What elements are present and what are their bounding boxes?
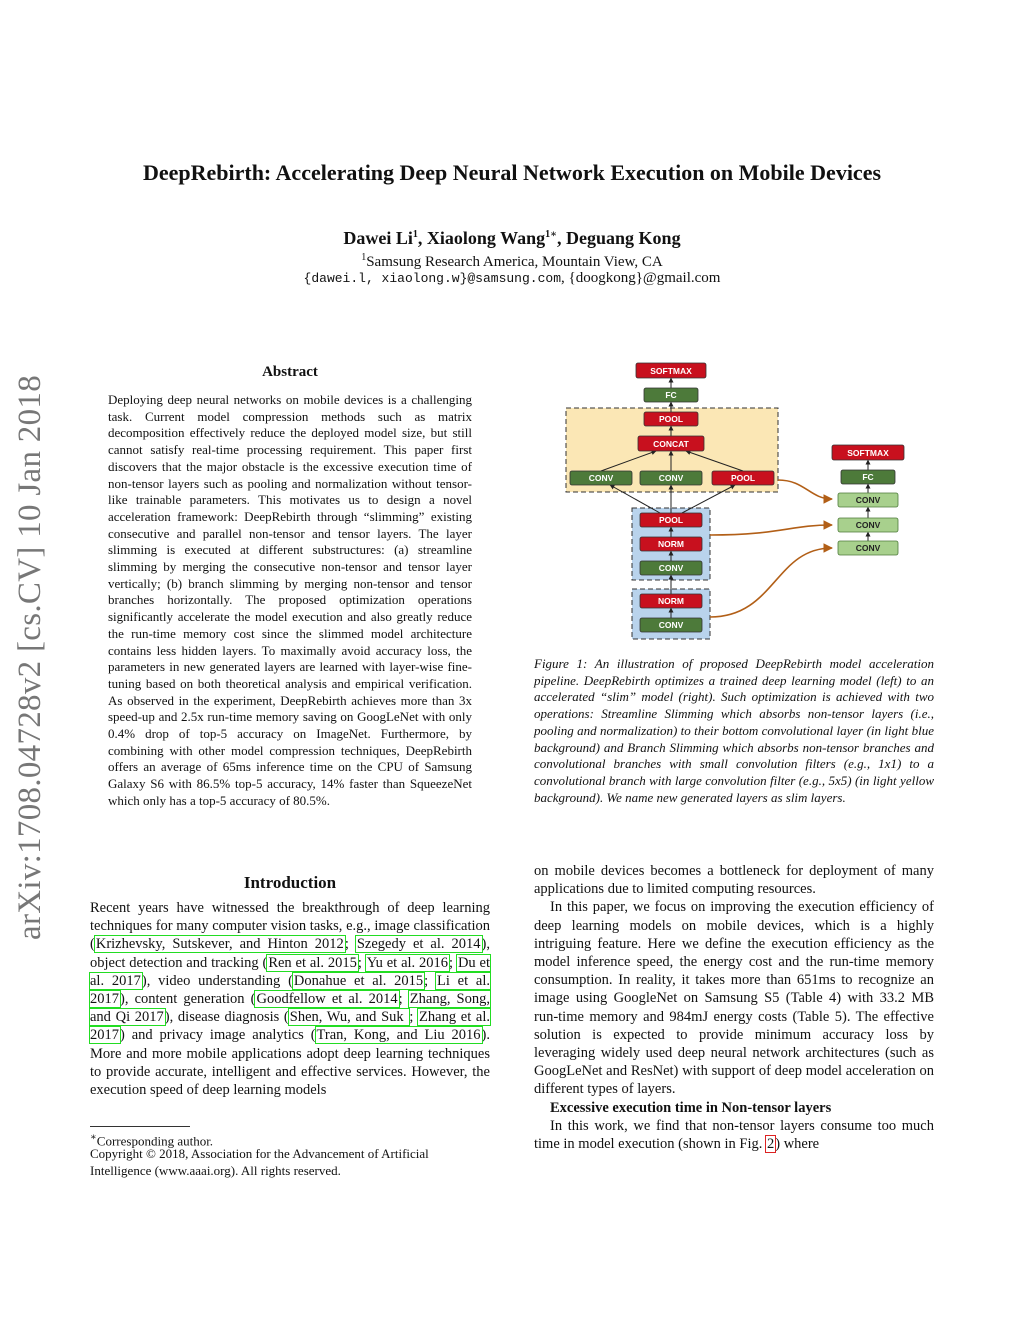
footnote-rule: [90, 1126, 190, 1127]
intro-text: ). More and more mobile applications adopt deep learning techniques to provide accurate, intelligent and effective services. However, the execution speed of deep learning models: [90, 1027, 490, 1099]
layer-label: SOFTMAX: [847, 448, 889, 458]
layer-label: CONV: [855, 495, 881, 505]
intro-text: ), video understanding (: [141, 972, 293, 989]
layer-label: CONV: [855, 520, 881, 530]
figure-reference-link[interactable]: 2: [766, 1136, 775, 1153]
paragraph-text: ) where: [775, 1136, 820, 1153]
layer-label: POOL: [658, 414, 684, 424]
footnote-marker: ∗: [90, 1132, 97, 1143]
author-name: , Deguang Kong: [557, 228, 681, 248]
email-mono: {dawei.l, xiaolong.w}@samsung.com: [303, 271, 561, 286]
affil-marker: 1∗: [545, 229, 558, 240]
citation-link[interactable]: Li et al. 2017: [90, 972, 491, 1008]
affil-marker: 1: [412, 229, 418, 240]
abstract-body: Deploying deep neural networks on mobile devices is a challenging task. Current model compression methods such as matrix decomposition effectively reduce the deployed model size, but still cannot satisfy real-time processing requirement. This paper first discovers that the major obstacle is the excessive execution time of non-tensor layers such as pooling and normalization without tensor-like trainable parameters. This motivates us to design a novel acceleration framework: DeepRebirth through “slimming” existing consecutive and parallel non-tensor and tensor layers. The layer slimming is executed at different substructures: (a) streamline slimming by merging the consecutive non-tensor and tensor layer vertically; (b) branch slimming by merging non-tensor and tensor branches horizontally. The proposed optimization operations significantly accelerate the model execution and also greatly reduce the run-time memory cost since the slimmed model architecture contains less hidden layers. To maximally avoid accuracy loss, the parameters in new generated layers are learned with layer-wise fine-tuning based on both theoretical analysis and empirical verification. As observed in the experiment, DeepRebirth achieves more than 3x speed-up and 2.5x run-time memory saving on GoogLeNet with only 0.4% drop of top-5 accuracy on ImageNet. Furthermore, by combining with other model compression techniques, DeepRebirth offers an average of 65ms inference time on the CPU of Samsung Galaxy S6 with 86.5% top-5 accuracy, 14% faster than SqueezeNet which only has a top-5 accuracy of 80.5%.: [108, 392, 472, 808]
author-name: Dawei Li: [343, 228, 413, 248]
arxiv-identifier: arXiv:1708.04728v2 [cs.CV] 10 Jan 2018: [12, 374, 48, 940]
intro-text: ;: [357, 954, 366, 971]
author-emails: [90, 270, 934, 287]
author-name: , Xiaolong Wang: [417, 228, 546, 248]
section-subheading: Excessive execution time in Non-tensor layers: [550, 1099, 832, 1116]
author-list: [90, 228, 934, 249]
intro-text: ), content generation (: [120, 991, 256, 1008]
footnote-text: Corresponding author.: [96, 1133, 214, 1149]
introduction-heading: Introduction: [243, 873, 337, 892]
introduction-body: [90, 899, 490, 1099]
intro-text: ), disease diagnosis (: [164, 1009, 289, 1026]
citation-link[interactable]: Zhang et al. 2017: [90, 1009, 491, 1044]
figure-1-diagram: [560, 355, 910, 645]
paragraph: on mobile devices becomes a bottleneck for deployment of many applications due to limited computing resources.: [534, 863, 934, 898]
citation-link[interactable]: Donahue et al. 2015: [293, 972, 424, 989]
citation-link[interactable]: Du et al. 2017: [90, 954, 491, 989]
layer-label: SOFTMAX: [650, 366, 692, 376]
mapping-arrow-branch: [778, 480, 832, 499]
intro-text: ;: [449, 954, 457, 971]
citation-link[interactable]: Krizhevsky, Sutskever, and Hinton 2012: [95, 936, 344, 953]
layer-label: CONV: [658, 620, 684, 630]
citation-link[interactable]: Zhang, Song, and Qi 2017: [90, 991, 490, 1026]
layer-label: NORM: [658, 596, 684, 606]
layer-label: FC: [862, 472, 874, 482]
affiliation-text: Samsung Research America, Mountain View, CA: [366, 254, 663, 270]
layer-label: NORM: [658, 539, 684, 549]
layer-label: POOL: [658, 515, 684, 525]
paper-title: DeepRebirth: Accelerating Deep Neural Network Execution on Mobile Devices: [142, 160, 882, 185]
email-rest: , {doogkong}@gmail.com: [561, 270, 721, 286]
citation-link[interactable]: Tran, Kong, and Liu 2016: [316, 1027, 481, 1044]
paragraph: In this paper, we focus on improving the execution efficiency of deep learning models on mobile devices, which is a highly intriguing feature. Here we define the execution efficiency as the model inference speed, the energy cost and the run-time memory consumption. In reality, it takes more than 651ms to recognize an image using GoogleNet on Samsung S5 (Table 4) with 33.2 MB run-time memory and 984mJ energy costs (Table 5). The effective solution is expected to provide minimum accuracy loss by leveraging widely used deep neural network architectures (such as GoogLeNet and ResNet) with support of deep model acceleration on different types of layers.: [534, 899, 934, 1098]
figure-1-caption: Figure 1: An illustration of proposed DeepRebirth model acceleration pipeline. DeepRebirth optimizes a trained deep learning model (left) to an accelerated “slim” model (right). Such optimization is achieved with two operations: Streamline Slimming which absorbs non-tensor layers (i.e., pooling and normalization) to their bottom convolutional layer (in light blue background) and Branch Slimming which absorbs non-tensor branches and convolutional branches with small convolution filters (e.g., 1x1) to a convolutional branch with large convolution filter (e.g., 5x5) (in light yellow background). We name new generated layers as slim layers.: [534, 656, 934, 805]
layer-label: CONV: [658, 473, 684, 483]
mapping-arrow-stream-2: [710, 548, 832, 617]
copyright-notice: Copyright © 2018, Association for the Advancement of Artificial Intelligence (www.aaai.org). All rights reserved.: [90, 1146, 429, 1178]
affiliation: [90, 252, 934, 271]
intro-text: ;: [424, 972, 436, 989]
citation-link[interactable]: Shen, Wu, and Suk: [289, 1009, 409, 1026]
intro-text: ), object detection and tracking (: [90, 936, 490, 971]
paragraph: [534, 1117, 934, 1153]
citation-link[interactable]: Yu et al. 2016: [366, 954, 449, 971]
intro-text: Recent years have witnessed the breakthrough of deep learning techniques for many computer vision tasks, e.g., image classification (: [90, 900, 490, 953]
paragraph-text: In this work, we find that non-tensor layers consume too much time in model execution (shown in Fig.: [534, 1117, 934, 1153]
right-column-body: [534, 862, 934, 1153]
citation-link[interactable]: Goodfellow et al. 2014: [256, 991, 398, 1008]
layer-label: CONV: [855, 543, 881, 553]
layer-label: CONCAT: [653, 439, 689, 449]
layer-label: CONV: [658, 563, 684, 573]
affil-marker: 1: [361, 252, 367, 263]
intro-text: ;: [409, 1009, 419, 1026]
layer-label: CONV: [588, 473, 614, 483]
intro-text: ;: [344, 936, 356, 953]
mapping-arrow-stream-1: [710, 525, 832, 535]
intro-text: ) and privacy image analytics (: [120, 1027, 316, 1044]
layer-label: FC: [665, 390, 677, 400]
citation-link[interactable]: Szegedy et al. 2014: [356, 936, 481, 953]
abstract-heading: Abstract: [262, 364, 318, 380]
citation-link[interactable]: Ren et al. 2015: [268, 954, 357, 971]
intro-text: ;: [398, 991, 409, 1008]
layer-label: POOL: [730, 473, 756, 483]
